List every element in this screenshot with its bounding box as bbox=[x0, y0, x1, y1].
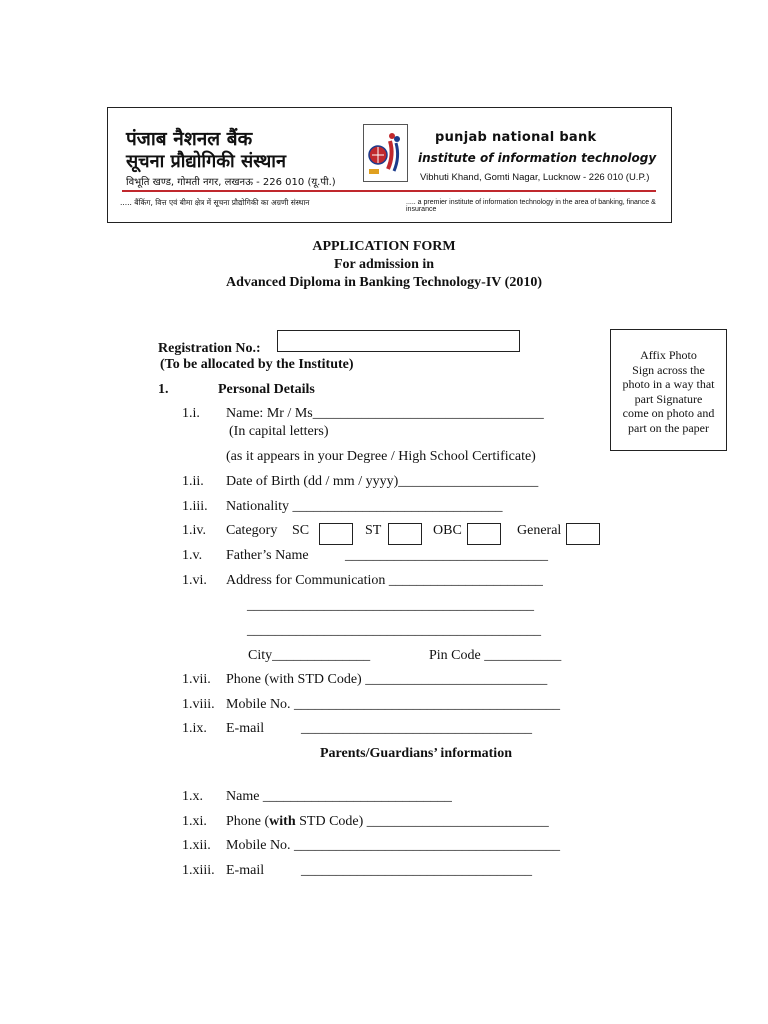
guardian-phone-field[interactable] bbox=[226, 814, 549, 830]
phone-field[interactable]: Phone (with STD Code) __________________________ bbox=[226, 672, 548, 687]
course-name: Advanced Diploma in Banking Technology-IV (2010) bbox=[226, 275, 542, 290]
category-sc-label: SC bbox=[292, 523, 310, 538]
photo-box[interactable] bbox=[610, 329, 727, 451]
guardian-phone-bold: with bbox=[269, 814, 296, 829]
city-field[interactable]: City______________ bbox=[248, 648, 371, 663]
registration-number-field[interactable] bbox=[277, 330, 520, 352]
pin-code-field[interactable]: Pin Code ___________ bbox=[429, 648, 562, 663]
letterhead-divider bbox=[122, 190, 656, 192]
email-label: E-mail bbox=[226, 721, 265, 736]
english-address: Vibhuti Khand, Gomti Nagar, Lucknow - 226 010 (U.P.) bbox=[420, 172, 650, 183]
dob-field[interactable]: Date of Birth (dd / mm / yyyy)____________________ bbox=[226, 474, 539, 489]
address-field[interactable]: Address for Communication ______________________ bbox=[226, 573, 543, 588]
hindi-address: विभूति खण्ड, गोमती नगर, लखनऊ - 226 010 (यू.पी.) bbox=[126, 177, 336, 188]
pnb-logo-icon bbox=[363, 124, 408, 182]
english-title-line2: institute of information technology bbox=[418, 151, 657, 165]
hindi-title-line2: सूचना प्रौद्योगिकी संस्थान bbox=[126, 151, 286, 172]
english-title-line1: punjab national bank bbox=[435, 130, 597, 145]
registration-note: (To be allocated by the Institute) bbox=[160, 357, 354, 372]
photo-instruction-line: photo in a way that bbox=[622, 377, 715, 391]
photo-instruction-line: part Signature bbox=[634, 391, 703, 406]
registration-label: Registration No.: bbox=[158, 341, 261, 356]
category-label: Category bbox=[226, 523, 278, 538]
field-number: 1.xiii. bbox=[182, 863, 215, 878]
address-line-2[interactable]: _________________________________________ bbox=[247, 598, 534, 613]
guardian-heading: Parents/Guardians’ information bbox=[320, 746, 512, 761]
name-note-capital: (In capital letters) bbox=[229, 424, 329, 439]
address-line-3[interactable]: __________________________________________ bbox=[247, 623, 541, 638]
field-number: 1.viii. bbox=[182, 697, 215, 712]
guardian-email-label: E-mail bbox=[226, 863, 265, 878]
letterhead bbox=[107, 107, 672, 223]
guardian-phone-suffix: STD Code) __________________________ bbox=[295, 814, 549, 829]
guardian-email-field[interactable]: _________________________________ bbox=[301, 863, 532, 878]
nationality-field[interactable]: Nationality ______________________________ bbox=[226, 499, 503, 514]
field-number: 1.vii. bbox=[182, 672, 211, 687]
field-number: 1.v. bbox=[182, 548, 203, 563]
section-number: 1. bbox=[158, 382, 169, 397]
category-obc-label: OBC bbox=[433, 523, 462, 538]
field-number: 1.ii. bbox=[182, 474, 204, 489]
form-subtitle: For admission in bbox=[333, 257, 435, 272]
section-title: Personal Details bbox=[218, 382, 315, 397]
hindi-title-line1: पंजाब नैशनल बैंक bbox=[126, 128, 253, 150]
field-number: 1.xii. bbox=[182, 838, 211, 853]
field-number: 1.x. bbox=[182, 789, 203, 804]
field-number: 1.iv. bbox=[182, 523, 206, 538]
field-number: 1.vi. bbox=[182, 573, 207, 588]
photo-instruction-line: Sign across the bbox=[632, 362, 705, 377]
category-general-label: General bbox=[517, 523, 562, 538]
category-general-checkbox[interactable] bbox=[566, 523, 600, 545]
hindi-tagline: ..... बैंकिंग, वित्त एवं बीमा क्षेत्र में सूचना प्रौद्योगिकी का अग्रणी संस्थान bbox=[120, 198, 310, 207]
photo-instruction-line: come on photo and bbox=[622, 406, 715, 420]
father-name-label: Father’s Name bbox=[226, 548, 309, 563]
guardian-phone-prefix: Phone ( bbox=[226, 814, 270, 829]
form-title: APPLICATION FORM bbox=[312, 239, 456, 254]
name-note-certificate: (as it appears in your Degree / High School Certificate) bbox=[226, 449, 536, 464]
english-tagline: ..... a premier institute of information technology in the area of banking, finance & insurance bbox=[406, 199, 656, 213]
category-st-checkbox[interactable] bbox=[388, 523, 422, 545]
email-field[interactable]: _________________________________ bbox=[301, 721, 532, 736]
field-number: 1.i. bbox=[182, 406, 200, 421]
field-number: 1.ix. bbox=[182, 721, 207, 736]
field-number: 1.xi. bbox=[182, 814, 207, 829]
mobile-field[interactable]: Mobile No. ______________________________________ bbox=[226, 697, 561, 712]
category-st-label: ST bbox=[365, 523, 382, 538]
father-name-field[interactable]: _____________________________ bbox=[345, 548, 548, 563]
name-field[interactable]: Name: Mr / Ms_________________________________ bbox=[226, 406, 544, 421]
category-sc-checkbox[interactable] bbox=[319, 523, 353, 545]
photo-instruction-line: Affix Photo bbox=[640, 348, 697, 362]
guardian-name-field[interactable]: Name ___________________________ bbox=[226, 789, 452, 804]
guardian-mobile-field[interactable]: Mobile No. ______________________________________ bbox=[226, 838, 561, 853]
field-number: 1.iii. bbox=[182, 499, 208, 514]
category-obc-checkbox[interactable] bbox=[467, 523, 501, 545]
photo-instruction-line: part on the paper bbox=[628, 420, 709, 435]
